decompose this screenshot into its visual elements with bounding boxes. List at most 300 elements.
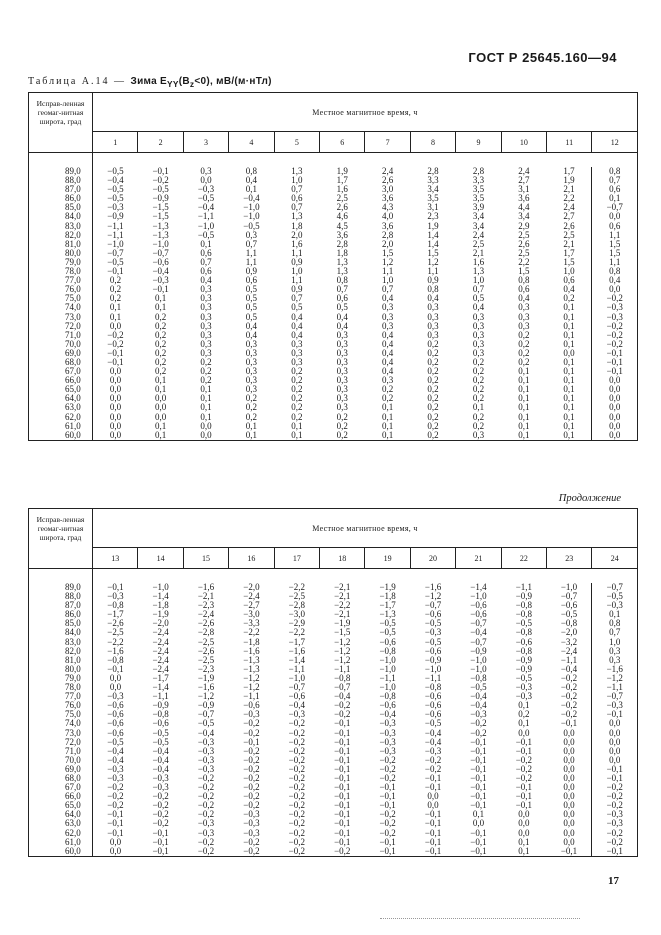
value-cell: −0,5 <box>93 738 138 747</box>
value-cell: 0,3 <box>245 366 258 377</box>
value-cell: 0,1 <box>518 393 530 404</box>
value-cell: 0,0 <box>592 376 638 385</box>
value-cell: −0,1 <box>334 736 351 747</box>
value-cell: 0,2 <box>291 393 303 404</box>
value-cell: 0,3 <box>472 320 485 331</box>
value-cell: −3,2 <box>560 636 578 647</box>
latitude-cell: 85,0 <box>29 619 93 628</box>
value-cell: −0,2 <box>152 818 169 829</box>
value-cell: 0,2 <box>93 294 138 303</box>
value-cell: −1,2 <box>424 591 442 602</box>
latitude-cell: 84,0 <box>29 628 93 637</box>
value-cell: 0,1 <box>365 431 410 441</box>
value-cell: 0,2 <box>382 384 394 395</box>
latitude-cell: 80,0 <box>29 665 93 674</box>
value-cell: 0,3 <box>427 329 439 340</box>
value-cell: −0,3 <box>592 303 638 312</box>
value-cell: −0,2 <box>243 772 260 783</box>
value-cell: −0,1 <box>424 782 442 793</box>
value-cell: 0,2 <box>154 311 167 322</box>
value-cell: 3,4 <box>518 211 530 222</box>
value-cell: 0,8 <box>245 166 258 176</box>
value-cell: 0,0 <box>93 674 138 683</box>
value-cell: 0,2 <box>518 356 530 367</box>
value-cell: 0,3 <box>336 366 348 377</box>
value-cell: −2,4 <box>243 591 260 602</box>
value-cell: −0,2 <box>288 782 305 793</box>
caption-label: Таблица А.14 — <box>28 76 131 87</box>
value-cell: −0,1 <box>470 791 487 802</box>
value-cell: 0,1 <box>93 313 138 322</box>
value-cell: −0,2 <box>93 783 138 792</box>
value-cell: −0,3 <box>592 810 638 819</box>
value-cell: −0,5 <box>379 627 396 638</box>
value-cell: 1,3 <box>336 266 348 277</box>
value-cell: 0,3 <box>291 338 303 349</box>
latitude-cell: 67,0 <box>29 367 93 376</box>
value-cell: 0,3 <box>427 320 439 331</box>
value-cell: 0,0 <box>592 719 638 728</box>
value-cell: 0,3 <box>200 347 212 358</box>
value-cell: 0,3 <box>200 302 212 313</box>
value-cell: −1,5 <box>334 627 351 638</box>
value-cell: −0,2 <box>93 801 138 810</box>
value-cell: −2,4 <box>560 645 578 656</box>
value-cell: −0,4 <box>152 754 169 765</box>
latitude-cell: 64,0 <box>29 810 93 819</box>
latitude-cell: 64,0 <box>29 394 93 403</box>
value-cell: −0,2 <box>560 700 578 711</box>
value-cell: 1,1 <box>382 266 394 277</box>
value-cell: −0,1 <box>547 847 592 857</box>
header-hour: 11 <box>547 132 592 153</box>
value-cell: 0,0 <box>563 736 575 747</box>
value-cell: −0,2 <box>379 754 396 765</box>
header-hour: 3 <box>183 132 228 153</box>
value-cell: 0,8 <box>592 267 638 276</box>
value-cell: −0,3 <box>592 313 638 322</box>
value-cell: −0,2 <box>515 754 533 765</box>
value-cell: −0,5 <box>592 592 638 601</box>
value-cell: −0,8 <box>515 609 533 620</box>
value-cell: 1,6 <box>336 184 348 195</box>
value-cell: −0,1 <box>334 718 351 729</box>
value-cell: 0,0 <box>93 422 138 431</box>
value-cell: 1,0 <box>472 275 485 286</box>
value-cell: 0,0 <box>518 809 530 820</box>
value-cell: 1,5 <box>592 249 638 258</box>
latitude-cell: 73,0 <box>29 729 93 738</box>
value-cell: 0,2 <box>427 402 439 413</box>
value-cell: −0,1 <box>470 800 487 811</box>
value-cell: 1,9 <box>336 166 348 176</box>
value-cell: −0,5 <box>93 167 138 176</box>
value-cell: 2,1 <box>563 184 575 195</box>
value-cell: −0,4 <box>379 709 396 720</box>
value-cell: −0,6 <box>560 600 578 611</box>
value-cell: 0,2 <box>472 375 485 386</box>
latitude-cell: 60,0 <box>29 431 93 441</box>
latitude-cell: 71,0 <box>29 747 93 756</box>
value-cell: −2,2 <box>334 600 351 611</box>
page-number: 17 <box>608 875 619 887</box>
value-cell: −2,2 <box>93 638 138 647</box>
latitude-cell: 60,0 <box>29 847 93 857</box>
value-cell: 0,2 <box>245 402 258 413</box>
value-cell: −0,4 <box>243 193 260 204</box>
latitude-cell: 78,0 <box>29 683 93 692</box>
header-hour: 4 <box>229 132 274 153</box>
value-cell: 0,1 <box>518 375 530 386</box>
value-cell: 1,3 <box>336 256 348 267</box>
value-cell: −0,7 <box>288 682 305 693</box>
value-cell: −0,2 <box>152 809 169 820</box>
latitude-cell: 70,0 <box>29 756 93 765</box>
value-cell: −0,3 <box>197 763 215 774</box>
value-cell: 0,1 <box>245 420 258 431</box>
value-cell: 0,0 <box>93 322 138 331</box>
value-cell: 0,0 <box>563 727 575 738</box>
value-cell: −0,5 <box>243 220 260 231</box>
value-cell: 0,1 <box>382 402 394 413</box>
value-cell: 0,4 <box>245 329 258 340</box>
value-cell: 0,0 <box>200 175 212 186</box>
value-cell: 0,3 <box>200 320 212 331</box>
value-cell: 0,0 <box>93 385 138 394</box>
value-cell: 2,6 <box>382 175 394 186</box>
value-cell: 3,6 <box>382 220 394 231</box>
value-cell: 0,1 <box>592 610 638 619</box>
value-cell: −0,3 <box>152 782 169 793</box>
value-cell: 2,9 <box>518 220 530 231</box>
value-cell: −0,1 <box>379 836 396 847</box>
value-cell: −2,1 <box>334 582 351 592</box>
value-cell: 0,2 <box>154 366 167 377</box>
value-cell: −2,4 <box>152 645 169 656</box>
value-cell: −0,1 <box>379 782 396 793</box>
value-cell: −1,6 <box>197 682 215 693</box>
value-cell: 0,2 <box>336 411 348 422</box>
value-cell: −2,6 <box>197 618 215 629</box>
latitude-cell: 75,0 <box>29 294 93 303</box>
header-hour: 22 <box>501 548 546 569</box>
value-cell: 3,6 <box>382 193 394 204</box>
value-cell: −0,7 <box>152 247 169 258</box>
value-cell: −0,1 <box>424 772 442 783</box>
value-cell: 4,5 <box>336 220 348 231</box>
value-cell: 0,0 <box>563 782 575 793</box>
value-cell: −0,2 <box>288 791 305 802</box>
value-cell: 0,6 <box>291 193 303 204</box>
value-cell: 0,1 <box>518 700 530 711</box>
value-cell: 0,3 <box>472 311 485 322</box>
value-cell: 2,5 <box>472 238 485 249</box>
value-cell: 0,1 <box>563 320 575 331</box>
value-cell: 0,2 <box>518 338 530 349</box>
value-cell: −1,0 <box>243 202 260 213</box>
value-cell: −0,1 <box>592 710 638 719</box>
value-cell: 0,2 <box>93 285 138 294</box>
value-cell: −0,9 <box>152 700 169 711</box>
value-cell: 0,0 <box>563 836 575 847</box>
value-cell: −0,4 <box>424 727 442 738</box>
header-hour: 13 <box>93 548 138 569</box>
value-cell: −0,3 <box>592 601 638 610</box>
value-cell: −0,6 <box>152 256 169 267</box>
value-cell: 0,8 <box>592 619 638 628</box>
value-cell: 0,2 <box>291 411 303 422</box>
value-cell: 0,2 <box>320 431 365 441</box>
value-cell: 1,1 <box>245 247 258 258</box>
value-cell: −0,2 <box>379 818 396 829</box>
latitude-cell: 82,0 <box>29 647 93 656</box>
value-cell: −2,2 <box>288 627 305 638</box>
value-cell: −2,1 <box>197 591 215 602</box>
value-cell: 0,2 <box>291 366 303 377</box>
value-cell: 3,6 <box>336 229 348 240</box>
value-cell: 0,8 <box>592 167 638 176</box>
value-cell: −0,8 <box>560 618 578 629</box>
value-cell: −0,2 <box>183 847 228 857</box>
value-cell: −1,8 <box>243 636 260 647</box>
value-cell: 0,2 <box>427 375 439 386</box>
value-cell: −0,5 <box>515 618 533 629</box>
value-cell: 3,4 <box>427 184 439 195</box>
value-cell: 0,0 <box>592 422 638 431</box>
value-cell: 0,7 <box>291 293 303 304</box>
header-hour: 2 <box>138 132 183 153</box>
value-cell: −0,1 <box>93 819 138 828</box>
value-cell: 0,1 <box>245 184 258 195</box>
value-cell: −0,6 <box>379 700 396 711</box>
value-cell: −0,6 <box>424 709 442 720</box>
value-cell: 2,4 <box>472 229 485 240</box>
value-cell: −0,2 <box>424 763 442 774</box>
value-cell: −0,1 <box>424 818 442 829</box>
value-cell: −0,2 <box>288 754 305 765</box>
value-cell: −0,4 <box>560 663 578 674</box>
value-cell: −0,1 <box>334 782 351 793</box>
value-cell: 1,3 <box>472 266 485 277</box>
value-cell: 0,2 <box>93 276 138 285</box>
value-cell: 0,1 <box>563 402 575 413</box>
value-cell: −0,1 <box>93 267 138 276</box>
value-cell: −0,1 <box>152 166 169 176</box>
continuation-label: Продолжение <box>558 493 621 504</box>
value-cell: 0,0 <box>563 809 575 820</box>
value-cell: −2,4 <box>152 654 169 665</box>
value-cell: −0,2 <box>560 682 578 693</box>
value-cell: −1,1 <box>334 663 351 674</box>
value-cell: 0,3 <box>291 347 303 358</box>
value-cell: −0,1 <box>592 847 638 857</box>
value-cell: −0,3 <box>592 701 638 710</box>
value-cell: −1,6 <box>424 582 442 592</box>
value-cell: −1,0 <box>197 220 215 231</box>
latitude-cell: 72,0 <box>29 322 93 331</box>
value-cell: −2,4 <box>152 627 169 638</box>
value-cell: −0,1 <box>424 827 442 838</box>
latitude-cell: 74,0 <box>29 303 93 312</box>
value-cell: 0,3 <box>336 402 348 413</box>
value-cell: −1,2 <box>334 645 351 656</box>
value-cell: 0,3 <box>336 338 348 349</box>
value-cell: 0,1 <box>563 366 575 377</box>
value-cell: 0,2 <box>427 356 439 367</box>
latitude-cell: 80,0 <box>29 249 93 258</box>
value-cell: 1,9 <box>427 220 439 231</box>
header-corner: Исправ-ленная геомаг-нитная широта, град <box>29 509 93 569</box>
value-cell: −1,4 <box>470 582 487 592</box>
value-cell: −2,2 <box>288 582 305 592</box>
value-cell: −2,8 <box>288 600 305 611</box>
value-cell: 0,1 <box>200 238 212 249</box>
value-cell: 0,2 <box>245 393 258 404</box>
value-cell: −1,3 <box>243 663 260 674</box>
latitude-cell: 71,0 <box>29 331 93 340</box>
value-cell: −1,0 <box>379 654 396 665</box>
value-cell: −0,4 <box>334 691 351 702</box>
value-cell: 0,8 <box>518 275 530 286</box>
value-cell: 0,2 <box>427 420 439 431</box>
value-cell: 1,8 <box>291 220 303 231</box>
value-cell: −0,3 <box>197 754 215 765</box>
value-cell: 1,4 <box>427 229 439 240</box>
value-cell: 0,1 <box>563 302 575 313</box>
value-cell: 0,6 <box>200 247 212 258</box>
value-cell: 1,2 <box>427 256 439 267</box>
value-cell: 0,1 <box>518 402 530 413</box>
value-cell: −0,3 <box>152 772 169 783</box>
value-cell: 0,0 <box>592 413 638 422</box>
value-cell: −0,3 <box>243 818 260 829</box>
value-cell: −0,8 <box>152 709 169 720</box>
value-cell: −0,3 <box>592 819 638 828</box>
value-cell: 0,1 <box>200 384 212 395</box>
value-cell: 0,1 <box>563 393 575 404</box>
value-cell: 0,0 <box>183 431 228 441</box>
value-cell: −1,1 <box>515 582 533 592</box>
value-cell: −2,3 <box>197 600 215 611</box>
value-cell: −2,0 <box>152 618 169 629</box>
value-cell: −0,4 <box>197 727 215 738</box>
value-cell: −0,3 <box>197 736 215 747</box>
value-cell: 0,1 <box>93 303 138 312</box>
value-cell: −1,1 <box>197 211 215 222</box>
value-cell: −1,1 <box>288 663 305 674</box>
value-cell: 2,2 <box>563 193 575 204</box>
value-cell: 0,5 <box>245 284 258 295</box>
value-cell: 0,0 <box>563 754 575 765</box>
value-cell: −0,7 <box>470 618 487 629</box>
value-cell: 2,1 <box>563 238 575 249</box>
table-row <box>29 431 638 441</box>
value-cell: −1,6 <box>592 665 638 674</box>
value-cell: 1,5 <box>518 266 530 277</box>
value-cell: 0,1 <box>563 411 575 422</box>
value-cell: −0,1 <box>470 827 487 838</box>
value-cell: −1,6 <box>288 645 305 656</box>
value-cell: 3,5 <box>472 193 485 204</box>
latitude-cell: 72,0 <box>29 738 93 747</box>
value-cell: 4,4 <box>518 202 530 213</box>
value-cell: −0,3 <box>470 709 487 720</box>
value-cell: −2,0 <box>243 582 260 592</box>
value-cell: 0,0 <box>563 745 575 756</box>
value-cell: −0,1 <box>93 810 138 819</box>
value-cell: −1,6 <box>197 582 215 592</box>
value-cell: −0,7 <box>592 203 638 212</box>
value-cell: 0,2 <box>427 384 439 395</box>
value-cell: 0,3 <box>200 293 212 304</box>
data-table-hours-1-12 <box>28 92 638 441</box>
value-cell: 0,3 <box>291 356 303 367</box>
value-cell: 0,6 <box>336 293 348 304</box>
value-cell: −3,0 <box>243 609 260 620</box>
value-cell: 0,6 <box>592 222 638 231</box>
value-cell: −1,2 <box>243 672 260 683</box>
value-cell: −1,1 <box>592 683 638 692</box>
value-cell: −0,2 <box>288 818 305 829</box>
value-cell: −0,2 <box>592 838 638 847</box>
value-cell: −0,2 <box>93 331 138 340</box>
value-cell: 0,3 <box>245 338 258 349</box>
value-cell: −0,1 <box>334 818 351 829</box>
value-cell: −0,2 <box>197 800 215 811</box>
latitude-cell: 61,0 <box>29 838 93 847</box>
value-cell: −0,3 <box>288 709 305 720</box>
latitude-cell: 86,0 <box>29 610 93 619</box>
value-cell: 0,2 <box>472 420 485 431</box>
value-cell: −2,6 <box>197 645 215 656</box>
value-cell: 0,3 <box>200 166 212 176</box>
value-cell: −0,3 <box>379 718 396 729</box>
value-cell: 0,3 <box>518 320 530 331</box>
value-cell: −0,9 <box>515 591 533 602</box>
value-cell: 0,4 <box>592 276 638 285</box>
value-cell: 0,5 <box>245 311 258 322</box>
value-cell: −0,9 <box>152 193 169 204</box>
value-cell: −0,2 <box>243 763 260 774</box>
value-cell: −0,2 <box>197 809 215 820</box>
latitude-cell: 88,0 <box>29 176 93 185</box>
value-cell: 0,0 <box>154 411 167 422</box>
value-cell: 0,0 <box>563 763 575 774</box>
value-cell: −0,2 <box>243 745 260 756</box>
value-cell: −0,1 <box>334 754 351 765</box>
value-cell: −0,2 <box>288 809 305 820</box>
value-cell: 0,1 <box>547 431 592 441</box>
value-cell: −0,1 <box>515 782 533 793</box>
value-cell: 0,1 <box>154 384 167 395</box>
value-cell: −0,2 <box>288 763 305 774</box>
value-cell: 0,6 <box>200 266 212 277</box>
header-local-time: Местное магнитное время, ч <box>93 93 638 132</box>
value-cell: −0,6 <box>243 700 260 711</box>
value-cell: 2,5 <box>336 193 348 204</box>
value-cell: −0,8 <box>515 600 533 611</box>
value-cell: 0,0 <box>592 738 638 747</box>
value-cell: 0,3 <box>336 393 348 404</box>
value-cell: −0,9 <box>515 654 533 665</box>
value-cell: 0,5 <box>336 302 348 313</box>
value-cell: −0,5 <box>93 258 138 267</box>
value-cell: −0,3 <box>243 809 260 820</box>
value-cell: 4,0 <box>382 211 394 222</box>
value-cell: −1,9 <box>334 618 351 629</box>
header-hour: 19 <box>365 548 410 569</box>
value-cell: 2,8 <box>472 166 485 176</box>
